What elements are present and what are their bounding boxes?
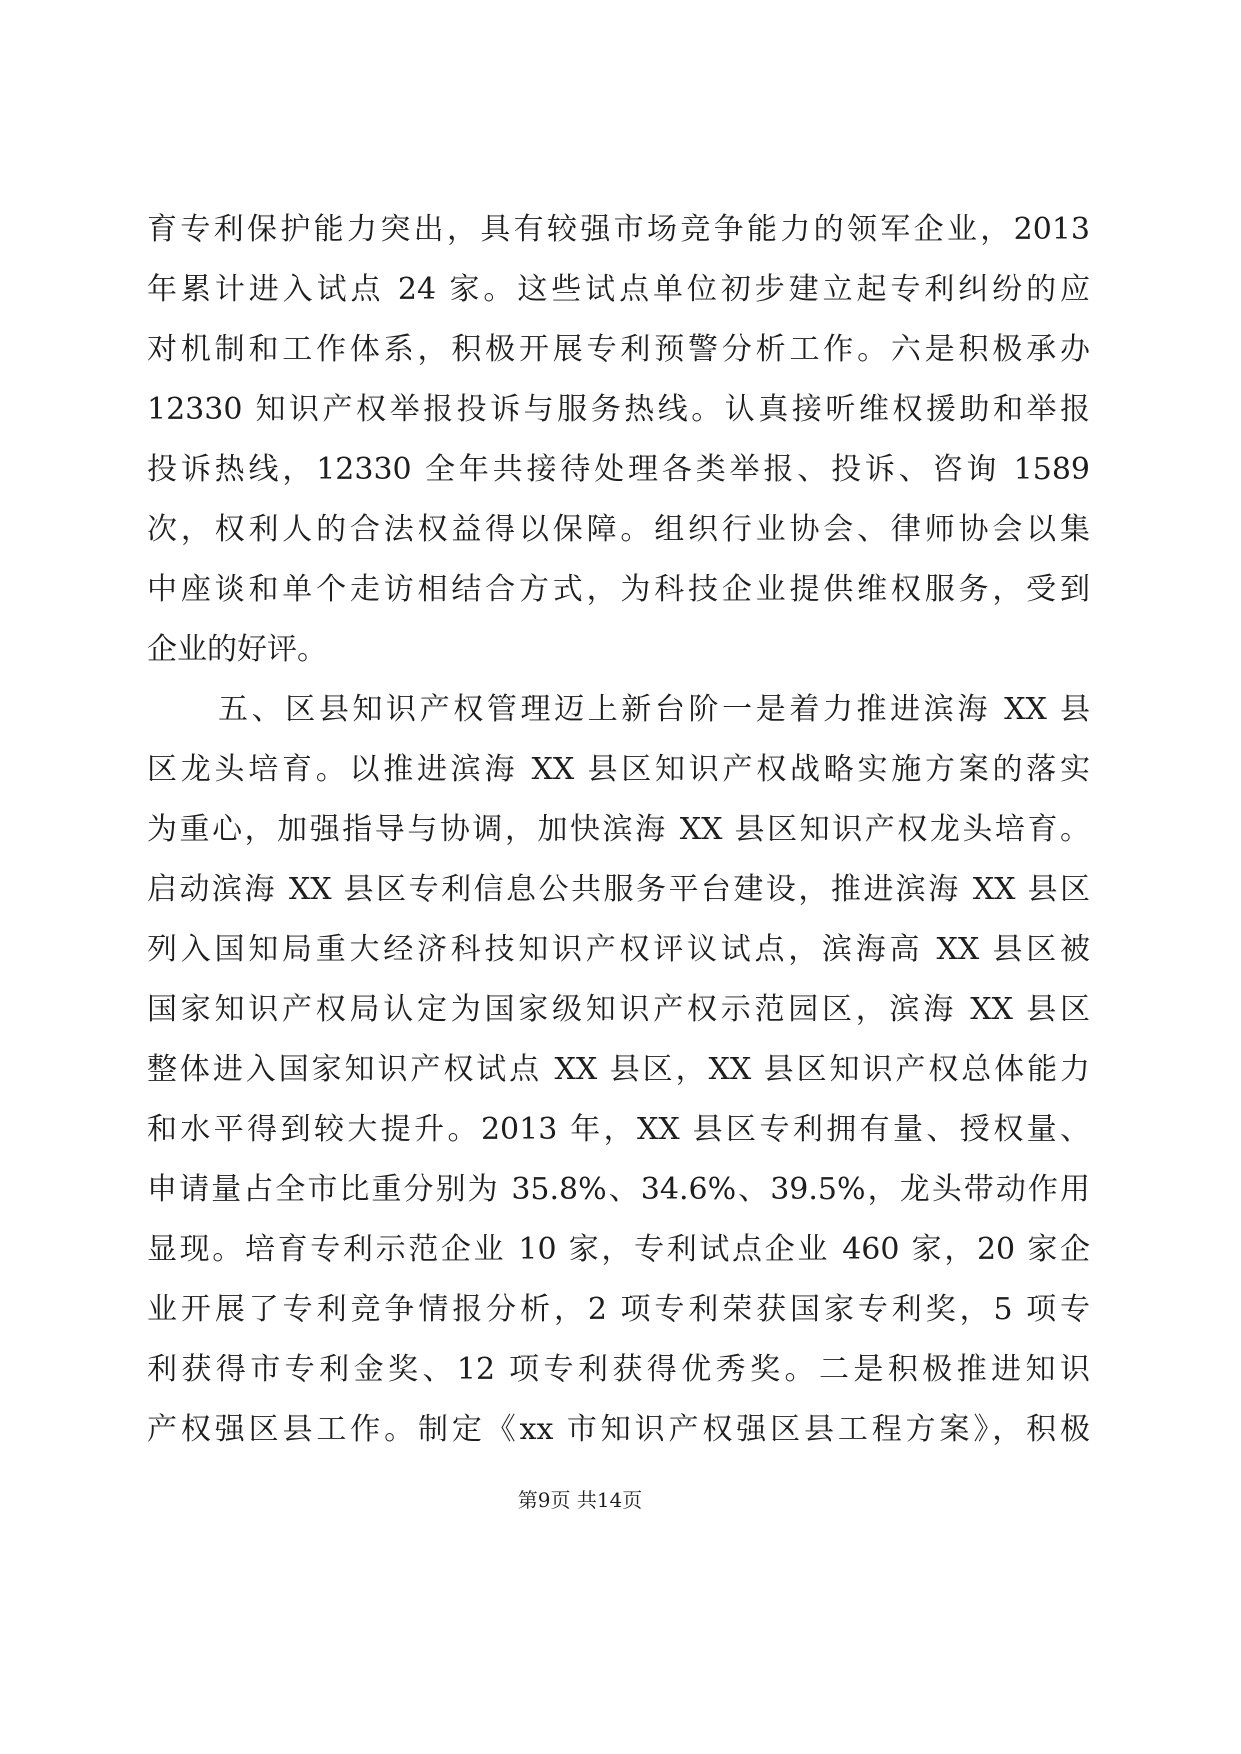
text-line: 整体进入国家知识产权试点 XX 县区，XX 县区知识产权总体能力 — [147, 1052, 1090, 1087]
paragraph-continued — [147, 200, 1090, 680]
text-line: 年累计进入试点 24 家。这些试点单位初步建立起专利纠纷的应 — [147, 272, 1090, 307]
text-line: 12330 知识产权举报投诉与服务热线。认真接听维权援助和举报 — [147, 392, 1090, 427]
text-line: 申请量占全市比重分别为 35.8%、34.6%、39.5%，龙头带动作用 — [147, 1172, 1090, 1207]
text-line: 中座谈和单个走访相结合方式，为科技企业提供维权服务，受到 — [147, 572, 1090, 607]
text-line: 和水平得到较大提升。2013 年，XX 县区专利拥有量、授权量、 — [147, 1112, 1090, 1147]
text-line: 五、区县知识产权管理迈上新台阶一是着力推进滨海 XX 县 — [218, 692, 1090, 727]
text-line: 投诉热线，12330 全年共接待处理各类举报、投诉、咨询 1589 — [147, 452, 1090, 487]
text-line: 显现。培育专利示范企业 10 家，专利试点企业 460 家，20 家企 — [147, 1232, 1090, 1267]
text-line: 企业的好评。 — [147, 632, 327, 667]
text-line: 列入国知局重大经济科技知识产权评议试点，滨海高 XX 县区被 — [147, 932, 1090, 967]
paragraph-section-five — [147, 680, 1090, 1460]
text-line: 产权强区县工作。制定《xx 市知识产权强区县工程方案》，积极 — [147, 1412, 1090, 1447]
text-line: 启动滨海 XX 县区专利信息公共服务平台建设，推进滨海 XX 县区 — [147, 872, 1090, 907]
text-line: 育专利保护能力突出，具有较强市场竞争能力的领军企业，2013 — [147, 212, 1090, 247]
text-line: 次，权利人的合法权益得以保障。组织行业协会、律师协会以集 — [147, 512, 1090, 547]
text-line: 业开展了专利竞争情报分析，2 项专利荣获国家专利奖，5 项专 — [147, 1292, 1090, 1327]
text-line: 区龙头培育。以推进滨海 XX 县区知识产权战略实施方案的落实 — [147, 752, 1090, 787]
text-line: 对机制和工作体系，积极开展专利预警分析工作。六是积极承办 — [147, 332, 1090, 367]
page-number-label: 第9页 共14页 — [517, 1488, 643, 1512]
document-body — [147, 200, 1090, 1460]
page-footer — [480, 1484, 680, 1516]
text-line: 利获得市专利金奖、12 项专利获得优秀奖。二是积极推进知识 — [147, 1352, 1090, 1387]
text-line: 国家知识产权局认定为国家级知识产权示范园区，滨海 XX 县区 — [147, 992, 1090, 1027]
text-line: 为重心，加强指导与协调，加快滨海 XX 县区知识产权龙头培育。 — [147, 812, 1090, 847]
